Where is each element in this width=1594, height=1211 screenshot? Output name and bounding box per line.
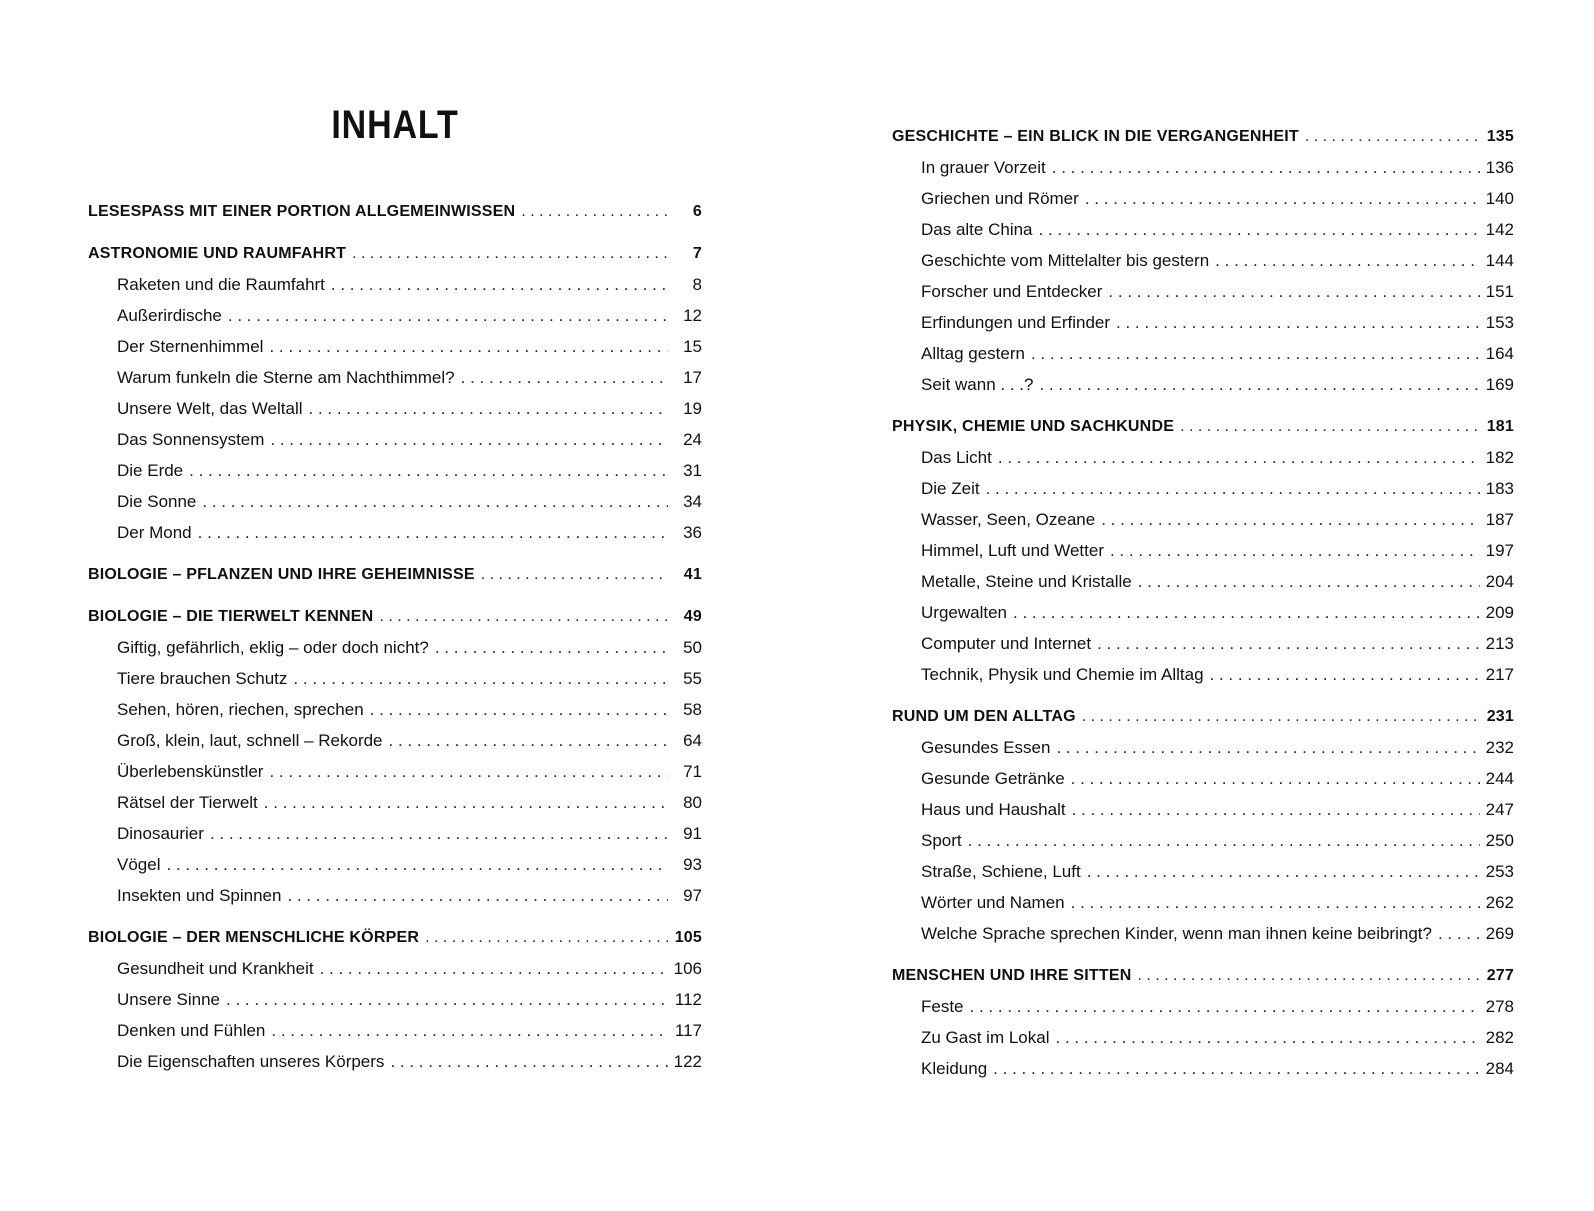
dot-leader — [352, 238, 668, 269]
toc-page-number: 142 — [1485, 220, 1514, 239]
toc-subentry — [892, 369, 1514, 400]
toc-page-number: 217 — [1485, 665, 1514, 684]
toc-subentry — [892, 1022, 1514, 1053]
toc-page-number: 6 — [692, 203, 702, 220]
toc-page-number: 232 — [1485, 738, 1514, 757]
toc-entry-label: Zu Gast im Lokal — [921, 1028, 1050, 1047]
toc-subentry — [892, 566, 1514, 597]
dot-leader — [1097, 628, 1480, 659]
toc-section-entry — [892, 411, 1514, 442]
toc-page-number: 140 — [1485, 189, 1514, 208]
toc-subentry — [88, 486, 702, 517]
dot-leader — [435, 632, 668, 663]
toc-page-number: 106 — [673, 959, 702, 978]
dot-leader — [287, 880, 668, 911]
toc-page-number: 181 — [1486, 418, 1514, 435]
dot-leader — [1013, 597, 1480, 628]
toc-subentry — [892, 1053, 1514, 1084]
dot-leader — [1052, 152, 1480, 183]
toc-entry-label: Raketen und die Raumfahrt — [117, 275, 325, 294]
toc-left-column — [88, 196, 702, 1077]
toc-entry-label: Warum funkeln die Sterne am Nachthimmel? — [117, 368, 455, 387]
toc-page-number: 164 — [1485, 344, 1514, 363]
toc-section-entry — [88, 238, 702, 269]
toc-page-number: 12 — [683, 306, 702, 325]
toc-section-entry — [892, 701, 1514, 732]
toc-entry-label: Die Eigenschaften unseres Körpers — [117, 1052, 385, 1071]
toc-subentry — [88, 632, 702, 663]
toc-page-number: 197 — [1485, 541, 1514, 560]
toc-section-entry — [88, 922, 702, 953]
toc-entry-label: Unsere Welt, das Weltall — [117, 399, 303, 418]
toc-subentry — [88, 756, 702, 787]
toc-section-entry — [892, 960, 1514, 991]
toc-subentry — [88, 849, 702, 880]
toc-entry-label: Der Mond — [117, 523, 192, 542]
dot-leader — [1215, 245, 1479, 276]
toc-page-number: 34 — [683, 492, 702, 511]
toc-page-number: 105 — [674, 929, 702, 946]
toc-page-number: 277 — [1486, 967, 1514, 984]
dot-leader — [1210, 659, 1480, 690]
toc-subentry — [88, 455, 702, 486]
toc-entry-label: MENSCHEN UND IHRE SITTEN — [892, 967, 1132, 984]
toc-page-number: 58 — [683, 700, 702, 719]
toc-entry-label: Vögel — [117, 855, 161, 874]
toc-page-number: 24 — [683, 430, 702, 449]
toc-page-number: 15 — [683, 337, 702, 356]
dot-leader — [1087, 856, 1480, 887]
toc-subentry — [88, 818, 702, 849]
toc-page-number: 169 — [1485, 375, 1514, 394]
toc-entry-label: Denken und Fühlen — [117, 1021, 266, 1040]
dot-leader — [270, 424, 668, 455]
toc-subentry — [88, 269, 702, 300]
toc-entry-label: Wörter und Namen — [921, 893, 1065, 912]
toc-entry-label: Erfindungen und Erfinder — [921, 313, 1111, 332]
toc-subentry — [892, 825, 1514, 856]
toc-subentry — [892, 442, 1514, 473]
toc-entry-label: Himmel, Luft und Wetter — [921, 541, 1104, 560]
toc-subentry — [88, 393, 702, 424]
toc-entry-label: LESESPASS MIT EINER PORTION ALLGEMEINWISSEN — [88, 203, 516, 220]
toc-subentry — [892, 245, 1514, 276]
toc-subentry — [892, 276, 1514, 307]
toc-entry-label: ASTRONOMIE UND RAUMFAHRT — [88, 245, 347, 262]
toc-page-number: 17 — [683, 368, 702, 387]
toc-subentry — [892, 535, 1514, 566]
toc-page-number: 209 — [1485, 603, 1514, 622]
toc-entry-label: Seit wann . . .? — [921, 375, 1034, 394]
toc-subentry — [88, 517, 702, 548]
toc-page-number: 182 — [1485, 448, 1514, 467]
dot-leader — [293, 663, 668, 694]
toc-entry-label: Kleidung — [921, 1059, 988, 1078]
toc-entry-label: Urgewalten — [921, 603, 1007, 622]
toc-page-number: 247 — [1485, 800, 1514, 819]
toc-entry-label: Dinosaurier — [117, 824, 204, 843]
toc-page-number: 253 — [1485, 862, 1514, 881]
dot-leader — [1056, 1022, 1480, 1053]
toc-page-number: 135 — [1486, 128, 1514, 145]
dot-leader — [1072, 794, 1480, 825]
toc-subentry — [892, 918, 1514, 949]
toc-entry-label: RUND UM DEN ALLTAG — [892, 708, 1076, 725]
dot-leader — [1071, 887, 1480, 918]
toc-page-number: 49 — [683, 608, 702, 625]
dot-leader — [210, 818, 668, 849]
dot-leader — [226, 984, 668, 1015]
toc-entry-label: Haus und Haushalt — [921, 800, 1066, 819]
dot-leader — [993, 1053, 1479, 1084]
dot-leader — [1438, 918, 1480, 949]
toc-entry-label: Griechen und Römer — [921, 189, 1079, 208]
toc-page-number: 91 — [683, 824, 702, 843]
toc-subentry — [88, 694, 702, 725]
toc-page-number: 71 — [683, 762, 702, 781]
toc-entry-label: Technik, Physik und Chemie im Alltag — [921, 665, 1204, 684]
toc-entry-label: Das Sonnensystem — [117, 430, 265, 449]
dot-leader — [1039, 214, 1480, 245]
toc-right-column — [892, 121, 1514, 1084]
toc-subentry — [88, 953, 702, 984]
toc-entry-label: Das Licht — [921, 448, 992, 467]
toc-subentry — [88, 725, 702, 756]
dot-leader — [331, 269, 668, 300]
toc-subentry — [892, 659, 1514, 690]
toc-entry-label: Alltag gestern — [921, 344, 1025, 363]
dot-leader — [269, 756, 668, 787]
dot-leader — [1116, 307, 1480, 338]
dot-leader — [1137, 960, 1480, 991]
dot-leader — [481, 559, 668, 590]
toc-page-number: 19 — [683, 399, 702, 418]
toc-entry-label: Gesundheit und Krankheit — [117, 959, 314, 978]
toc-entry-label: Sport — [921, 831, 962, 850]
toc-page-number: 55 — [683, 669, 702, 688]
dot-leader — [379, 601, 668, 632]
toc-subentry — [892, 628, 1514, 659]
toc-page-number: 183 — [1485, 479, 1514, 498]
toc-subentry — [88, 880, 702, 911]
toc-subentry — [88, 300, 702, 331]
toc-entry-label: Metalle, Steine und Kristalle — [921, 572, 1132, 591]
toc-entry-label: Groß, klein, laut, schnell – Rekorde — [117, 731, 383, 750]
toc-subentry — [88, 331, 702, 362]
dot-leader — [166, 849, 668, 880]
toc-subentry — [88, 663, 702, 694]
toc-page-number: 7 — [692, 245, 702, 262]
toc-page-number: 282 — [1485, 1028, 1514, 1047]
toc-entry-label: BIOLOGIE – PFLANZEN UND IHRE GEHEIMNISSE — [88, 566, 475, 583]
dot-leader — [309, 393, 669, 424]
toc-page-number: 244 — [1485, 769, 1514, 788]
dot-leader — [264, 787, 668, 818]
toc-entry-label: Gesundes Essen — [921, 738, 1051, 757]
toc-page-number: 151 — [1485, 282, 1514, 301]
toc-subentry — [892, 338, 1514, 369]
toc-entry-label: BIOLOGIE – DIE TIERWELT KENNEN — [88, 608, 374, 625]
toc-entry-label: Unsere Sinne — [117, 990, 221, 1009]
dot-leader — [202, 486, 668, 517]
toc-section-entry — [88, 601, 702, 632]
toc-page-number: 31 — [683, 461, 702, 480]
toc-section-entry — [88, 559, 702, 590]
toc-page-number: 231 — [1486, 708, 1514, 725]
toc-page-number: 284 — [1485, 1059, 1514, 1078]
toc-entry-label: In grauer Vorzeit — [921, 158, 1046, 177]
toc-entry-label: Wasser, Seen, Ozeane — [921, 510, 1096, 529]
toc-page-number: 41 — [683, 566, 702, 583]
dot-leader — [1110, 535, 1480, 566]
toc-subentry — [892, 856, 1514, 887]
toc-entry-label: Computer und Internet — [921, 634, 1092, 653]
dot-leader — [1138, 566, 1480, 597]
dot-leader — [228, 300, 668, 331]
toc-entry-label: Welche Sprache sprechen Kinder, wenn man ihnen keine beibringt? — [921, 924, 1432, 943]
toc-page-number: 50 — [683, 638, 702, 657]
dot-leader — [189, 455, 668, 486]
toc-entry-label: Sehen, hören, riechen, sprechen — [117, 700, 364, 719]
dot-leader — [1071, 763, 1480, 794]
toc-entry-label: Feste — [921, 997, 964, 1016]
dot-leader — [1108, 276, 1479, 307]
toc-entry-label: Der Sternenhimmel — [117, 337, 264, 356]
dot-leader — [370, 694, 668, 725]
toc-page-number: 97 — [683, 886, 702, 905]
toc-subentry — [892, 991, 1514, 1022]
toc-subentry — [892, 504, 1514, 535]
dot-leader — [1031, 338, 1480, 369]
toc-subentry — [892, 794, 1514, 825]
dot-leader — [271, 1015, 668, 1046]
toc-page-number: 117 — [674, 1021, 702, 1040]
toc-subentry — [892, 763, 1514, 794]
toc-page-number: 278 — [1485, 997, 1514, 1016]
dot-leader — [998, 442, 1480, 473]
toc-page-number: 144 — [1485, 251, 1514, 270]
toc-entry-label: Insekten und Spinnen — [117, 886, 282, 905]
toc-entry-label: Die Sonne — [117, 492, 197, 511]
toc-page-number: 153 — [1485, 313, 1514, 332]
toc-entry-label: Forscher und Entdecker — [921, 282, 1103, 301]
toc-entry-label: Die Zeit — [921, 479, 980, 498]
dot-leader — [269, 331, 668, 362]
toc-subentry — [88, 984, 702, 1015]
toc-entry-label: Rätsel der Tierwelt — [117, 793, 258, 812]
toc-page-number: 269 — [1485, 924, 1514, 943]
dot-leader — [1082, 701, 1480, 732]
toc-subentry — [892, 887, 1514, 918]
toc-page-number: 8 — [692, 275, 702, 294]
toc-subentry — [892, 214, 1514, 245]
dot-leader — [986, 473, 1480, 504]
toc-entry-label: PHYSIK, CHEMIE UND SACHKUNDE — [892, 418, 1175, 435]
dot-leader — [1039, 369, 1479, 400]
toc-entry-label: Außerirdische — [117, 306, 222, 325]
toc-subentry — [892, 732, 1514, 763]
toc-page-number: 204 — [1485, 572, 1514, 591]
toc-subentry — [892, 183, 1514, 214]
toc-entry-label: GESCHICHTE – EIN BLICK IN DIE VERGANGENHEIT — [892, 128, 1299, 145]
dot-leader — [425, 922, 668, 953]
dot-leader — [1180, 411, 1480, 442]
toc-entry-label: Giftig, gefährlich, eklig – oder doch nicht? — [117, 638, 429, 657]
dot-leader — [521, 196, 668, 227]
toc-page-number: 262 — [1485, 893, 1514, 912]
page-title: INHALT — [331, 103, 459, 147]
toc-page-number: 64 — [683, 731, 702, 750]
toc-subentry — [88, 424, 702, 455]
toc-subentry — [892, 307, 1514, 338]
toc-entry-label: Gesunde Getränke — [921, 769, 1065, 788]
toc-page-number: 122 — [673, 1052, 702, 1071]
toc-entry-label: Das alte China — [921, 220, 1033, 239]
toc-subentry — [892, 597, 1514, 628]
dot-leader — [1305, 121, 1480, 152]
dot-leader — [390, 1046, 667, 1077]
dot-leader — [1085, 183, 1480, 214]
toc-page-number: 112 — [674, 990, 702, 1009]
dot-leader — [970, 991, 1480, 1022]
toc-page-number: 80 — [683, 793, 702, 812]
toc-page-number: 187 — [1485, 510, 1514, 529]
toc-section-entry — [892, 121, 1514, 152]
toc-page-number: 136 — [1485, 158, 1514, 177]
dot-leader — [198, 517, 668, 548]
toc-entry-label: Tiere brauchen Schutz — [117, 669, 288, 688]
toc-entry-label: Überlebenskünstler — [117, 762, 264, 781]
toc-section-entry — [88, 196, 702, 227]
toc-subentry — [892, 473, 1514, 504]
toc-entry-label: Straße, Schiene, Luft — [921, 862, 1081, 881]
toc-subentry — [88, 1046, 702, 1077]
dot-leader — [461, 362, 668, 393]
dot-leader — [1056, 732, 1479, 763]
toc-page-number: 250 — [1485, 831, 1514, 850]
toc-subentry — [88, 362, 702, 393]
toc-entry-label: Die Erde — [117, 461, 184, 480]
dot-leader — [968, 825, 1480, 856]
toc-page-number: 213 — [1485, 634, 1514, 653]
toc-subentry — [88, 1015, 702, 1046]
toc-page-number: 93 — [683, 855, 702, 874]
dot-leader — [1101, 504, 1479, 535]
toc-subentry — [892, 152, 1514, 183]
toc-entry-label: BIOLOGIE – DER MENSCHLICHE KÖRPER — [88, 929, 420, 946]
toc-entry-label: Geschichte vom Mittelalter bis gestern — [921, 251, 1210, 270]
dot-leader — [389, 725, 668, 756]
dot-leader — [320, 953, 668, 984]
toc-page-number: 36 — [683, 523, 702, 542]
toc-subentry — [88, 787, 702, 818]
